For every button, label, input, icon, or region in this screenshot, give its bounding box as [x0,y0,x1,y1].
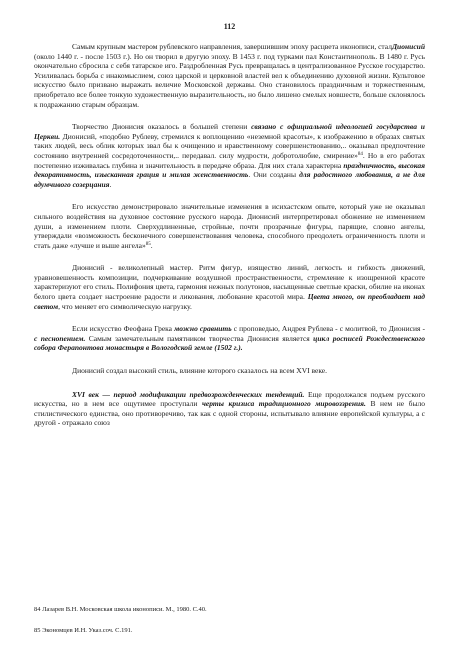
text-run: . Но в его работах постепенно изживалась глубина и значительность в передаче образа. Для них стала характерна [34,150,426,170]
emphasis: связано с официальной идеологией государства и Церкви. [34,122,425,141]
emphasis: праздничность, высокая декоративность, изысканная грация и милая женственность [34,160,426,180]
text-run: Творчество Дионисия оказалось в большей степени [72,122,252,132]
emphasis: цикл росписей Рождественского собора Ферапонтова монастыря в Вологодской земле (1502 г.). [34,333,426,353]
paragraph-1 [34,42,425,109]
emphasis: для радостного любования, а не для вдумчивого созерцания [34,170,425,189]
paragraph-2 [34,122,425,189]
text-run: Самым замечательным памятником творчества Дионисия является [85,333,314,343]
paragraph-5 [34,324,425,353]
paragraph-4 [34,263,425,311]
emphasis: можно сравнить [174,324,232,334]
emphasis: XVI век — период модификации предвозрожденческих тенденций. [72,389,305,399]
footnote-84: 84 Лазарев В.Н. Московская школа иконописи. М., 1980. С.40. [34,606,207,613]
emphasis: черты кризиса традиционного мировоззрения. [201,399,366,409]
text-run: Его искусство демонстрировало значительные изменения в исихастском опыте, который уже не оказывал сильного воздействия на духовное состояние русского народа. Дионисий интерпретировал обожение не изменением души, а изменением плоти. Сверхудлиненные, стройные, почти прозрачные фигуры, парящие, словно ангелы, утверждали «возможность бесконечного совершенствования человека, способного преодолеть ограниченность плоти и стать даже «лучше и выше ангела» [34,202,425,250]
footnote-ref: 85 [145,241,151,247]
text-run: Дионисий - великолепный мастер. Ритм фигур, изящество линий, легкость и гибкость движений, уравновешенность композиции, подчеркивание воздушной пространственности, стремление к изощренной красоте характеризуют его стиль. Полифония цвета, гармония нежных полутонов, насыщенные светлые краски, обилие на иконах белого цвета создает настроение радости и ликования, любование красотой мира. [34,263,425,302]
text-run: Еще продолжался подъем русского искусства, но в нем все ощутимее проступали [34,389,425,409]
text-run: Дионисий создал высокий стиль, влияние которого сказалось на всем XVI веке. [72,366,327,376]
text-run: (около 1440 г. - после 1503 г.). Но он творил в другую эпоху. В 1453 г. под турками пал Константинополь. В 1480 г. Русь окончательно сбросила с себя татарское иго. Раздробленная Русь превращалась в централизованное Русское государство. Усиливалась борьба с инакомыслием, союз царской и церковной властей вел к объединению духовной жизни. Культовое искусство было призвано выражать величие Московской державы. Оно становилось праздничным и торжественным, приобретало все более тонкую художественную выразительность, но было лишено смелых новшеств, больше склонялось к подражанию старым образцам. [34,51,425,109]
paragraph-3 [34,202,425,250]
footnote-85: 85 Экономцев И.Н. Указ.соч. С.191. [34,627,133,634]
text-run: В нем не было стилистического единства, оно противоречиво, так как с одной стороны, испытывало влияние европейской культуры, а с другой - отражало союз [34,399,425,428]
paragraph-7 [34,390,425,428]
paragraph-6 [34,366,425,376]
text-run: Самым крупным мастером рублевского направления, завершившим эпоху расцвета иконописи, стал [72,42,392,51]
emphasis: Дионисий [391,42,425,51]
page-number: 112 [223,22,236,31]
text-run: Если искусство Феофана Грека [72,324,175,334]
footnote-ref: 84 [357,151,363,157]
text-run: . [150,240,153,250]
text-run: . Они созданы [248,170,300,180]
emphasis: с песнопением. [34,333,86,343]
text-run: Дионисий, «подобно Рублеву, стремился к воплощению «неземной красоты», к изображению в образах святых таких людей, весь облик которых звал бы к очищению и нравственному совершенствованию,.. оказывал предпочтение состоянию внутренней сосредоточенности,.. передавал. силу мудрости, добротолюбие, смирение» [34,131,425,160]
emphasis: Цвета много, он преобладает над светом [34,292,425,311]
text-run: . [109,179,112,189]
footnotes [34,605,425,647]
text-run: , что меняет его символическую нагрузку. [58,301,192,311]
body-text [34,42,425,428]
text-run: с проповедью, Андрея Рублева - с молитвой, то Дионисия - [231,324,425,334]
